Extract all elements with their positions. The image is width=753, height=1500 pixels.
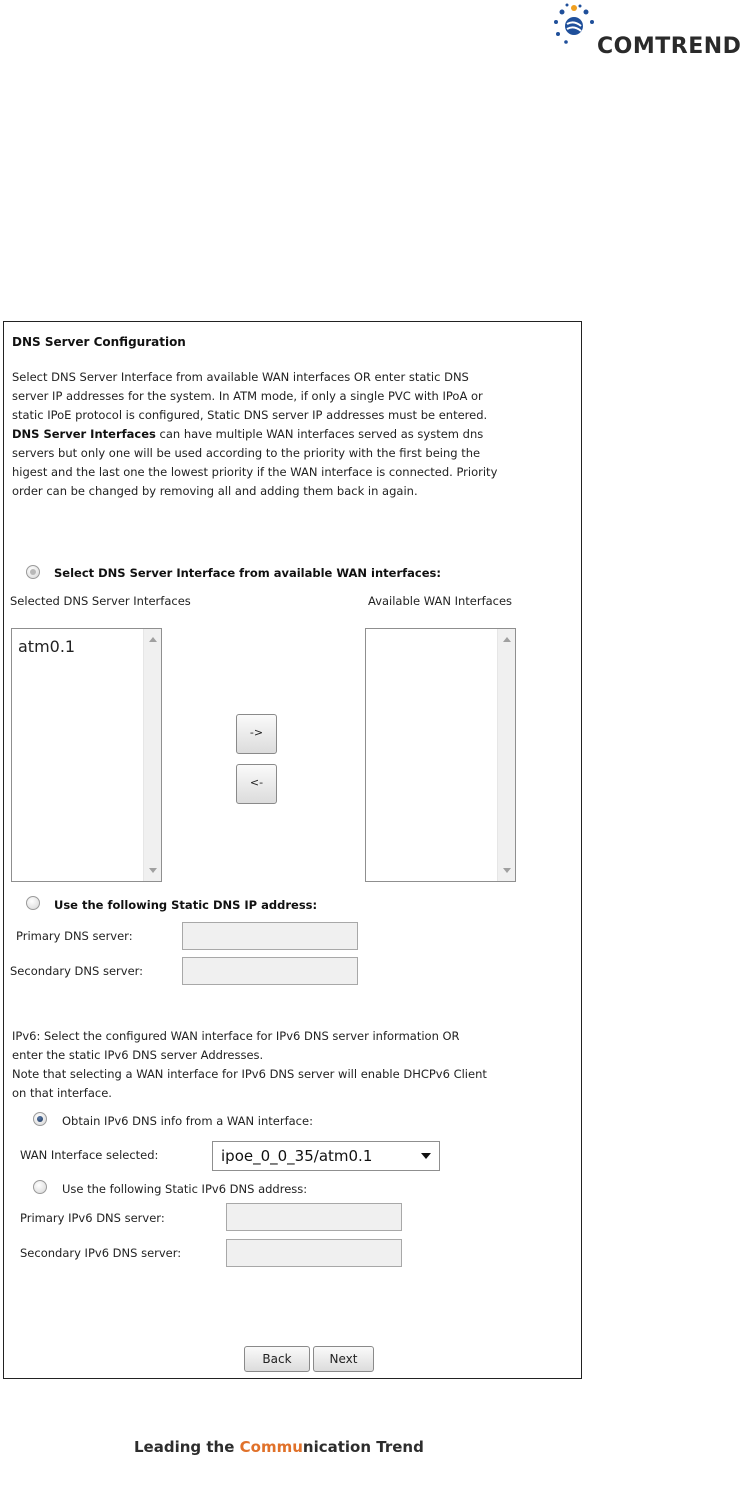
secondary-dns-label: Secondary DNS server: xyxy=(10,964,144,978)
description-line: server IP addresses for the system. In ATM mode, if only a single PVC with IPoA or xyxy=(12,389,483,403)
available-interfaces-list[interactable] xyxy=(365,628,516,882)
static-ipv6-radio[interactable] xyxy=(33,1180,47,1194)
wan-interface-selected-value: ipoe_0_0_35/atm0.1 xyxy=(221,1147,373,1165)
ipv6-note-line: enter the static IPv6 DNS server Addresses. xyxy=(12,1048,264,1062)
description-line: servers but only one will be used according to the priority with the first being the xyxy=(12,446,481,460)
next-button[interactable]: Next xyxy=(313,1346,374,1372)
comtrend-logo-icon xyxy=(550,2,600,52)
description-line: higest and the last one the lowest priority if the WAN interface is connected. Priority xyxy=(12,465,498,479)
move-right-button[interactable]: -> xyxy=(236,714,277,754)
page-title: DNS Server Configuration xyxy=(12,335,186,349)
primary-ipv6-label: Primary IPv6 DNS server: xyxy=(20,1211,165,1225)
scroll-down-icon[interactable] xyxy=(503,868,511,873)
scroll-up-icon[interactable] xyxy=(149,637,157,642)
wan-interface-label: WAN Interface selected: xyxy=(20,1148,159,1162)
obtain-ipv6-option-label: Obtain IPv6 DNS info from a WAN interface: xyxy=(62,1114,313,1128)
description-line: order can be changed by removing all and adding them back in again. xyxy=(12,484,418,498)
move-left-button[interactable]: <- xyxy=(236,764,277,804)
scroll-down-icon[interactable] xyxy=(149,868,157,873)
back-button[interactable]: Back xyxy=(244,1346,310,1372)
secondary-ipv6-input[interactable] xyxy=(226,1239,402,1267)
static-dns-radio[interactable] xyxy=(26,896,40,910)
primary-ipv6-input[interactable] xyxy=(226,1203,402,1231)
ipv6-note-line: Note that selecting a WAN interface for IPv6 DNS server will enable DHCPv6 Client xyxy=(12,1067,487,1081)
ipv6-note xyxy=(12,1027,572,1103)
tagline-part: Trend xyxy=(371,1438,424,1456)
static-dns-option-label: Use the following Static DNS IP address: xyxy=(54,898,318,912)
available-interfaces-label: Available WAN Interfaces xyxy=(368,594,513,608)
secondary-dns-input[interactable] xyxy=(182,957,358,985)
dns-config-panel xyxy=(3,321,582,1379)
list-scrollbar[interactable] xyxy=(143,629,161,881)
tagline-accent: Commu xyxy=(239,1438,303,1456)
dns-description xyxy=(12,368,572,501)
description-line: static IPoE protocol is configured, Static DNS server IP addresses must be entered. xyxy=(12,408,488,422)
selected-interfaces-list[interactable] xyxy=(11,628,162,882)
list-scrollbar[interactable] xyxy=(497,629,515,881)
description-line: Select DNS Server Interface from available WAN interfaces OR enter static DNS xyxy=(12,370,469,384)
secondary-ipv6-label: Secondary IPv6 DNS server: xyxy=(20,1246,182,1260)
primary-dns-input[interactable] xyxy=(182,922,358,950)
logo-wordmark: COMTREND xyxy=(597,34,742,59)
ipv6-note-line: on that interface. xyxy=(12,1086,112,1100)
select-interface-radio[interactable] xyxy=(26,565,40,579)
footer-tagline xyxy=(134,1438,424,1456)
list-item[interactable]: atm0.1 xyxy=(18,637,76,656)
scroll-up-icon[interactable] xyxy=(503,637,511,642)
ipv6-note-line: IPv6: Select the configured WAN interface for IPv6 DNS server information OR xyxy=(12,1029,460,1043)
tagline-part: nication xyxy=(302,1438,372,1456)
static-ipv6-option-label: Use the following Static IPv6 DNS address: xyxy=(62,1182,308,1196)
selected-interfaces-label: Selected DNS Server Interfaces xyxy=(10,594,191,608)
tagline-part: Leading the xyxy=(134,1438,240,1456)
obtain-ipv6-radio[interactable] xyxy=(33,1112,47,1126)
chevron-down-icon xyxy=(421,1153,431,1159)
description-bold-term: DNS Server Interfaces xyxy=(12,427,156,441)
comtrend-logo xyxy=(550,2,750,62)
primary-dns-label: Primary DNS server: xyxy=(16,929,133,943)
select-interface-option-label: Select DNS Server Interface from available WAN interfaces: xyxy=(54,566,441,580)
wan-interface-select[interactable] xyxy=(212,1141,440,1171)
description-line: can have multiple WAN interfaces served as system dns xyxy=(155,427,484,441)
